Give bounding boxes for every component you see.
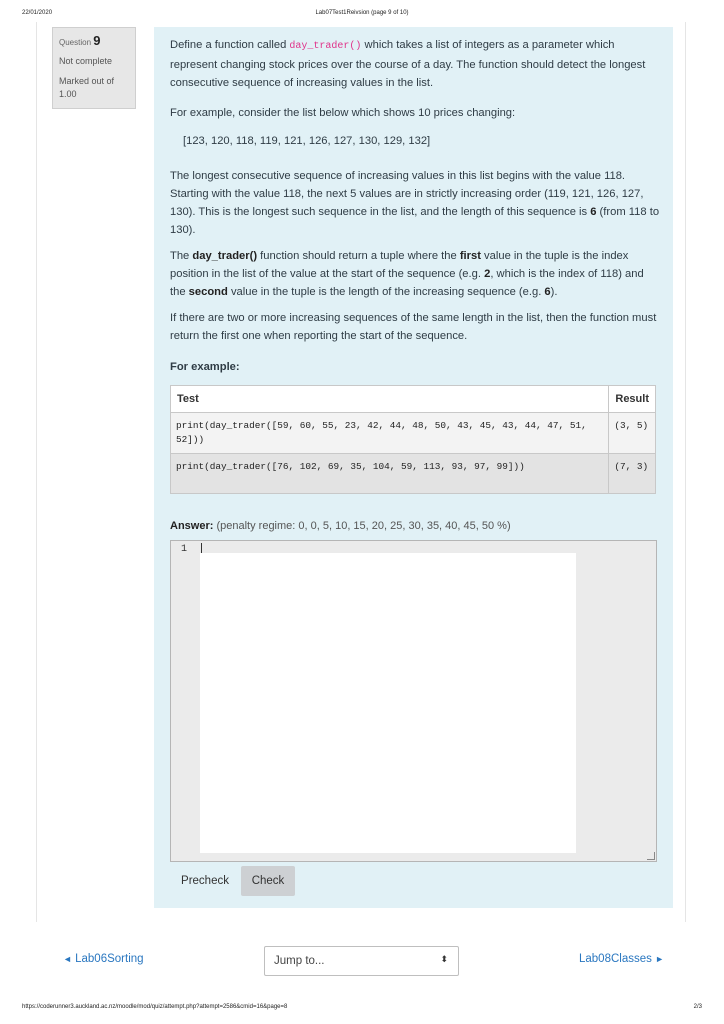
next-activity-link[interactable] (579, 953, 664, 965)
question-label: Question (59, 38, 92, 47)
jump-to-value: Jump to... (274, 955, 325, 967)
intro-paragraph: Define a function called day_trader() which takes a list of integers as a parameter which represent changing stock prices over the course of a day. The function should detect the longest consecutive sequence of increasing values in the list. (170, 39, 646, 89)
editor-gutter (171, 541, 198, 861)
result-cell: (3, 5) (609, 413, 656, 454)
question-number-value: 9 (93, 33, 101, 48)
header-result: Result (609, 386, 656, 413)
arrow-left-icon: ◄ (63, 954, 72, 964)
penalty-regime: (penalty regime: 0, 0, 5, 10, 15, 20, 25, 30, 35, 40, 45, 50 %) (216, 520, 511, 532)
question-number (59, 33, 129, 48)
arrow-right-icon: ► (655, 954, 665, 964)
table-row (171, 413, 656, 454)
test-cell: print(day_trader([59, 60, 55, 23, 42, 44, 48, 50, 43, 45, 43, 44, 47, 51, 52])) (171, 413, 609, 454)
question-content (154, 27, 673, 908)
tie-rule-paragraph: If there are two or more increasing sequences of the same length in the list, then the function must return the first one when reporting the start of the sequence. (170, 312, 657, 342)
test-cell: print(day_trader([76, 102, 69, 35, 104, 59, 113, 93, 97, 99])) (171, 454, 609, 494)
header-test: Test (171, 386, 609, 413)
chevron-updown-icon: ⬍ (440, 954, 448, 964)
for-example-heading: For example: (170, 361, 240, 373)
print-date: 22/01/2020 (22, 10, 53, 16)
resize-handle-icon[interactable] (647, 852, 655, 860)
check-button[interactable]: Check (241, 866, 295, 896)
example-list: [123, 120, 118, 119, 121, 126, 127, 130, 129, 132] (183, 135, 431, 147)
table-row (171, 454, 656, 494)
previous-activity-link[interactable] (63, 953, 144, 965)
next-activity-label: Lab08Classes (579, 953, 652, 965)
print-url: https://coderunner3.auckland.ac.nz/moodle/mod/quiz/attempt.php?attempt=2586&cmid=16&page=8 (22, 1004, 288, 1010)
return-paragraph: The day_trader() function should return a tuple where the first value in the tuple is the index position in the list of the value at the start of the sequence (e.g. 2, which is the index of 118) and the second value in the tuple is the length of the increasing sequence (e.g. 6). (170, 250, 644, 298)
examples-table (170, 385, 656, 494)
jump-to-select[interactable] (264, 946, 459, 976)
result-cell: (7, 3) (609, 454, 656, 494)
explanation-paragraph: The longest consecutive sequence of increasing values in this list begins with the value 118. Starting with the value 118, the next 5 values are in strictly increasing order (119, 121, 126, 127, 130). This is the longest such sequence in the list, and the length of this sequence is 6 (from 118 to 130). (170, 170, 660, 236)
answer-code-editor[interactable] (170, 540, 657, 862)
question-info-box (52, 27, 136, 109)
question-grade: Marked out of 1.00 (59, 76, 115, 99)
previous-activity-label: Lab06Sorting (75, 953, 144, 965)
precheck-button[interactable]: Precheck (181, 875, 229, 887)
example-intro: For example, consider the list below which shows 10 prices changing: (170, 107, 516, 119)
line-number: 1 (181, 544, 188, 555)
answer-label: Answer: (penalty regime: 0, 0, 5, 10, 15, 20, 25, 30, 35, 40, 45, 50 %) (170, 520, 511, 532)
question-state: Not complete (59, 56, 113, 66)
function-name-code: day_trader() (289, 41, 362, 52)
print-page-number: 2/3 (693, 1004, 702, 1010)
question-text (170, 36, 660, 353)
print-title: Lab07Test1Reivsion (page 9 of 10) (315, 10, 409, 16)
answer-input[interactable] (200, 553, 576, 853)
